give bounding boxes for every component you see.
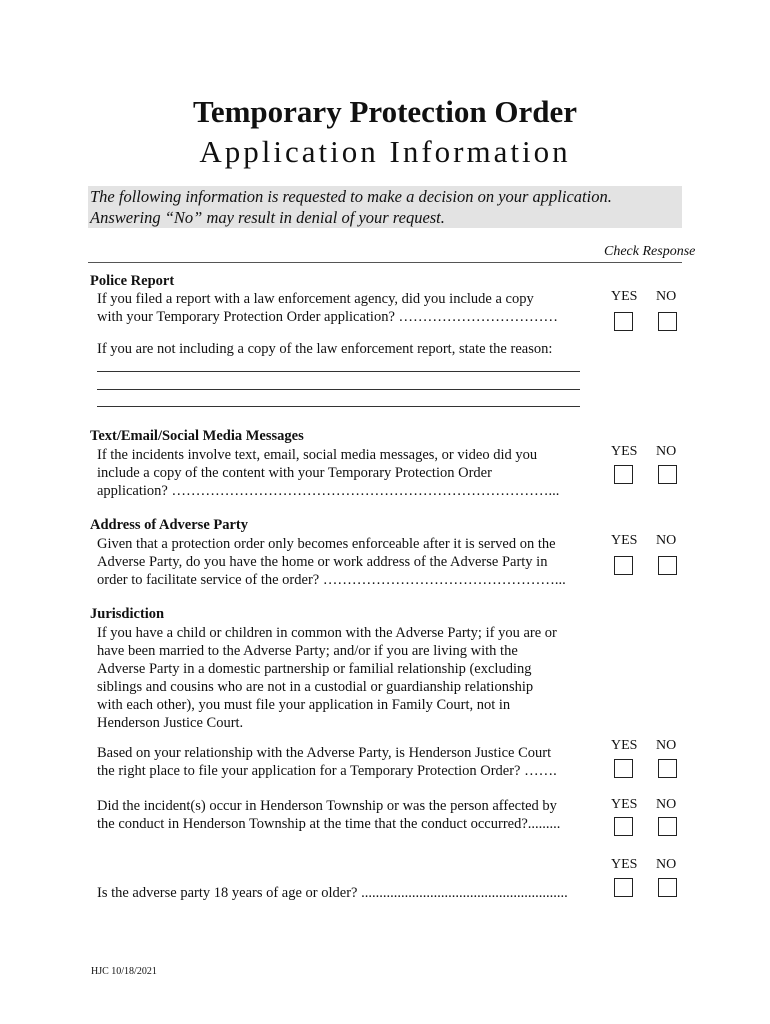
text-email-question-line-3: application? ……………………………………………………………………... — [97, 483, 560, 499]
text-email-no-label: NO — [656, 444, 677, 459]
police-no-checkbox[interactable] — [658, 312, 677, 331]
address-yes-label: YES — [611, 533, 638, 548]
jurisdiction-q2-no-checkbox[interactable] — [658, 817, 677, 836]
jurisdiction-q2-line-2: the conduct in Henderson Township at the time that the conduct occurred?......... — [97, 816, 561, 832]
jurisdiction-paragraph-line-2: have been married to the Adverse Party; and/or if you are living with the — [97, 643, 518, 659]
jurisdiction-q2-line-1: Did the incident(s) occur in Henderson Township or was the person affected by — [97, 798, 557, 814]
header-divider — [88, 262, 682, 263]
police-report-question-line-2: with your Temporary Protection Order application? …………………………… — [97, 309, 559, 325]
jurisdiction-paragraph-line-5: with each other), you must file your application in Family Court, not in — [97, 697, 511, 713]
address-question-line-2: Adverse Party, do you have the home or work address of the Adverse Party in — [97, 554, 548, 570]
jurisdiction-q3-yes-checkbox[interactable] — [614, 878, 633, 897]
police-yes-label: YES — [611, 289, 638, 304]
text-email-question-line-2: include a copy of the content with your Temporary Protection Order — [97, 465, 492, 481]
jurisdiction-q2-yes-checkbox[interactable] — [614, 817, 633, 836]
text-email-no-checkbox[interactable] — [658, 465, 677, 484]
form-footer-code: HJC 10/18/2021 — [91, 966, 157, 977]
police-report-heading: Police Report — [90, 273, 175, 289]
police-yes-checkbox[interactable] — [614, 312, 633, 331]
jurisdiction-q3: Is the adverse party 18 years of age or older? ......................................................... — [97, 885, 568, 901]
intro-banner — [88, 186, 682, 228]
intro-line-2: Answering “No” may result in denial of your request. — [90, 208, 445, 227]
text-email-yes-checkbox[interactable] — [614, 465, 633, 484]
address-question-line-1: Given that a protection order only becomes enforceable after it is served on the — [97, 536, 556, 552]
police-no-label: NO — [656, 289, 677, 304]
address-yes-checkbox[interactable] — [614, 556, 633, 575]
document-subtitle: Application Information — [199, 134, 571, 169]
jurisdiction-q3-no-label: NO — [656, 857, 677, 872]
jurisdiction-q2-yes-label: YES — [611, 797, 638, 812]
jurisdiction-q1-no-checkbox[interactable] — [658, 759, 677, 778]
police-report-question-line-1: If you filed a report with a law enforcement agency, did you include a copy — [97, 291, 534, 307]
intro-line-1: The following information is requested to make a decision on your application. — [90, 187, 612, 206]
jurisdiction-paragraph-line-3: Adverse Party in a domestic partnership or familial relationship (excluding — [97, 661, 532, 677]
jurisdiction-q1-yes-checkbox[interactable] — [614, 759, 633, 778]
jurisdiction-paragraph-line-6: Henderson Justice Court. — [97, 715, 244, 731]
check-response-header: Check Response — [604, 244, 696, 259]
document-title: Temporary Protection Order — [193, 94, 577, 129]
jurisdiction-q1-no-label: NO — [656, 738, 677, 753]
jurisdiction-q1-line-2: the right place to file your application for a Temporary Protection Order? ……. — [97, 763, 557, 779]
police-reason-prompt: If you are not including a copy of the law enforcement report, state the reason: — [97, 341, 553, 357]
jurisdiction-q1-line-1: Based on your relationship with the Adverse Party, is Henderson Justice Court — [97, 745, 552, 761]
address-heading: Address of Adverse Party — [90, 517, 249, 533]
jurisdiction-q3-yes-label: YES — [611, 857, 638, 872]
reason-line-3[interactable] — [97, 406, 580, 407]
reason-line-1[interactable] — [97, 371, 580, 372]
jurisdiction-q1-yes-label: YES — [611, 738, 638, 753]
text-email-heading: Text/Email/Social Media Messages — [90, 428, 304, 444]
address-question-line-3: order to facilitate service of the order? …………………………………………... — [97, 572, 566, 588]
address-no-checkbox[interactable] — [658, 556, 677, 575]
text-email-yes-label: YES — [611, 444, 638, 459]
jurisdiction-paragraph-line-4: siblings and cousins who are not in a custodial or guardianship relationship — [97, 679, 534, 695]
text-email-question-line-1: If the incidents involve text, email, social media messages, or video did you — [97, 447, 538, 463]
reason-line-2[interactable] — [97, 389, 580, 390]
jurisdiction-q2-no-label: NO — [656, 797, 677, 812]
jurisdiction-paragraph-line-1: If you have a child or children in common with the Adverse Party; if you are or — [97, 625, 557, 641]
address-no-label: NO — [656, 533, 677, 548]
jurisdiction-heading: Jurisdiction — [90, 606, 165, 622]
jurisdiction-q3-no-checkbox[interactable] — [658, 878, 677, 897]
